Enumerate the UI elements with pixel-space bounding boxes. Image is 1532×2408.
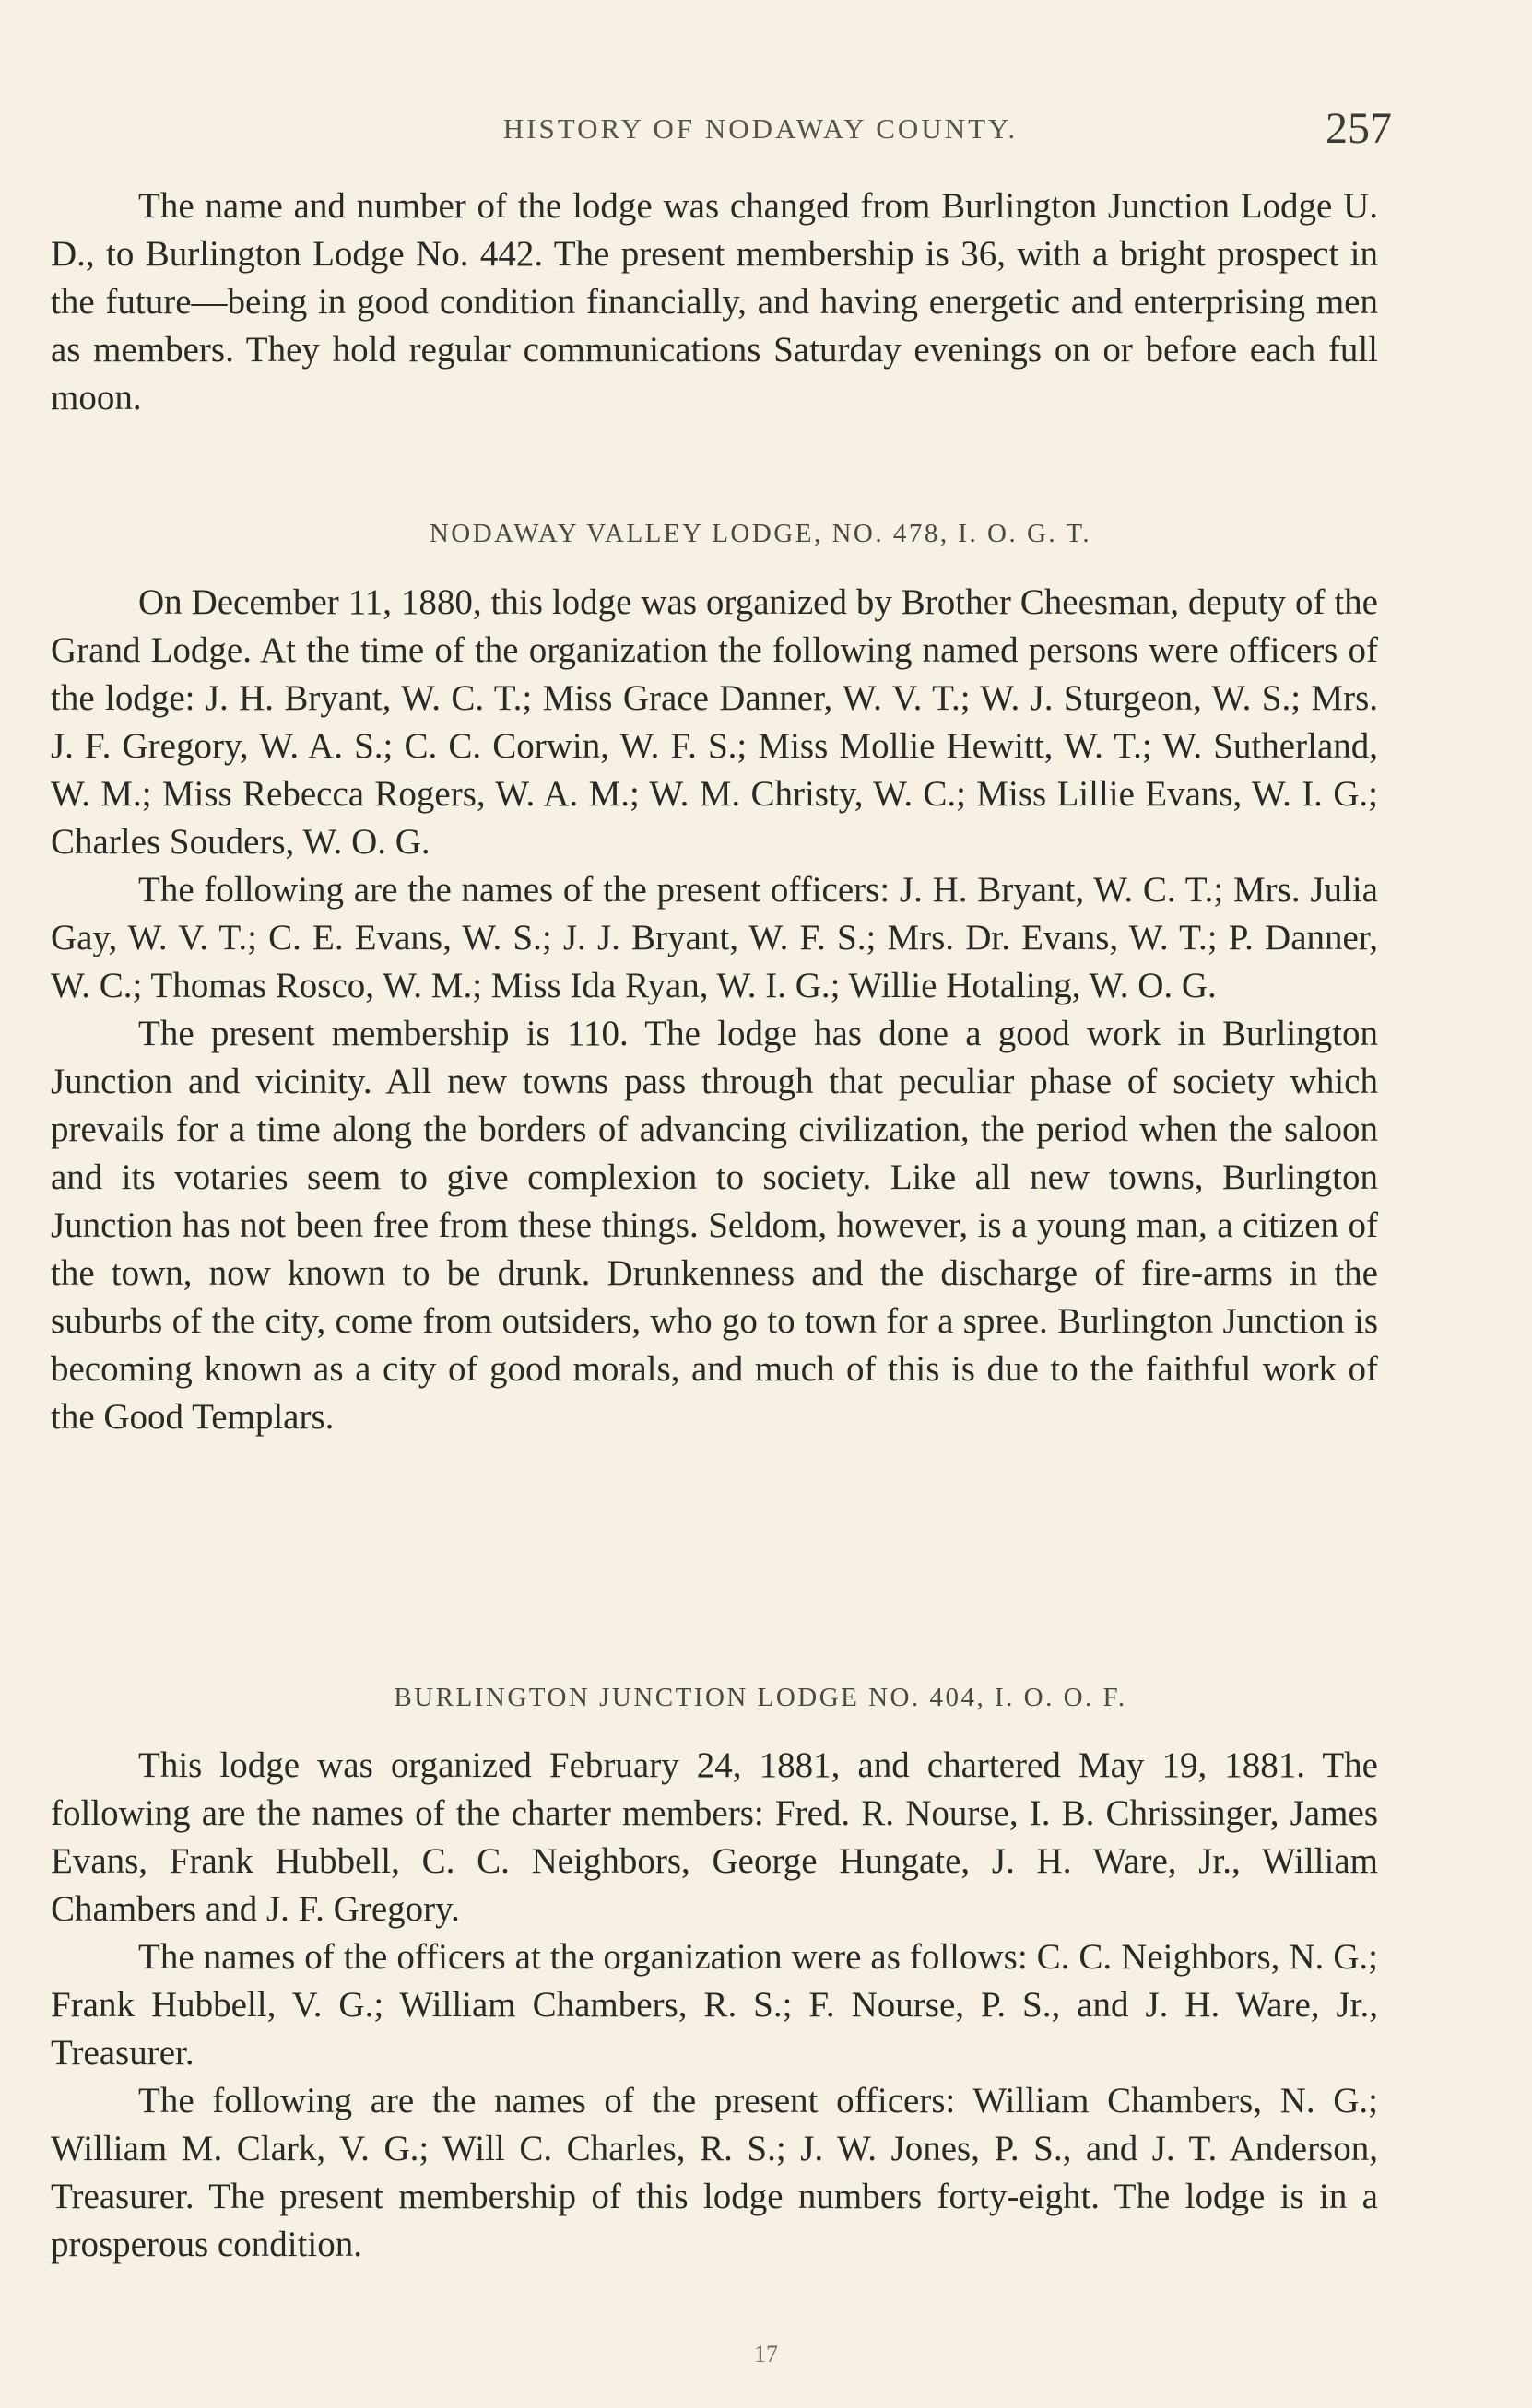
paragraph: The present membership is 110. The lodge has done a good work in Burlington Junction and vicinity. All new towns pass through that peculiar phase of society which prevails for a time along the borders of advancing civilization, the period when the saloon and its votaries seem to give complexion to society. Like all new towns, Burlington Junction has not been free from these things. Seldom, however, is a young man, a citizen of the town, now known to be drunk. Drunkenness and the discharge of fire-arms in the suburbs of the city, come from outsiders, who go to town for a spree. Burlington Junction is becoming known as a city of good morals, and much of this is due to the faithful work of the Good Templars. — [51, 1014, 1378, 1437]
paragraph: This lodge was organized February 24, 1881, and chartered May 19, 1881. The following are the names of the charter members: Fred. R. Nourse, I. B. Chrissinger, James Evans, Frank Hubbell, C. C. Neighbors, George Hungate, J. H. Ware, Jr., William Chambers and J. F. Gregory. — [51, 1745, 1378, 1929]
page-number: 257 — [1326, 104, 1392, 153]
paragraph: The names of the officers at the organization were as follows: C. C. Neighbors, N. G.; Frank Hubbell, V. G.; William Chambers, R. S.; F. Nourse, P. S., and J. H. Ware, Jr., Treasurer. — [51, 1937, 1378, 2073]
section-heading-nodaway-valley-lodge: NODAWAY VALLEY LODGE, NO. 478, I. O. G. T. — [429, 519, 1092, 548]
intro-text — [51, 182, 1378, 422]
burlington-junction-lodge-text — [51, 1742, 1378, 2269]
paragraph: The following are the names of the present officers: William Chambers, N. G.; William M. Clark, V. G.; Will C. Charles, R. S.; J. W. Jones, P. S., and J. T. Anderson, Treasurer. The present membership of this lodge numbers forty-eight. The lodge is in a prosperous condition. — [51, 2081, 1378, 2264]
paragraph: The following are the names of the present officers: J. H. Bryant, W. C. T.; Mrs. Julia Gay, W. V. T.; C. E. Evans, W. S.; J. J. Bryant, W. F. S.; Mrs. Dr. Evans, W. T.; P. Danner, W. C.; Thomas Rosco, W. M.; Miss Ida Ryan, W. I. G.; Willie Hotaling, W. O. G. — [51, 870, 1378, 1005]
signature-mark: 17 — [754, 2341, 778, 2367]
running-head — [129, 103, 1392, 159]
nodaway-valley-lodge-text — [51, 579, 1378, 1441]
paragraph: The name and number of the lodge was changed from Burlington Junction Lodge U. D., to Burlington Lodge No. 442. The present membership is 36, with a bright prospect in the future—being in good condition financially, and having energetic and enterprising men as members. They hold regular communications Saturday evenings on or before each full moon. — [51, 186, 1378, 417]
paragraph: On December 11, 1880, this lodge was organized by Brother Cheesman, deputy of the Grand Lodge. At the time of the organization the following named persons were officers of the lodge: J. H. Bryant, W. C. T.; Miss Grace Danner, W. V. T.; W. J. Sturgeon, W. S.; Mrs. J. F. Gregory, W. A. S.; C. C. Corwin, W. F. S.; Miss Mollie Hewitt, W. T.; W. Sutherland, W. M.; Miss Rebecca Rogers, W. A. M.; W. M. Christy, W. C.; Miss Lillie Evans, W. I. G.; Charles Souders, W. O. G. — [51, 582, 1378, 862]
running-title: HISTORY OF NODAWAY COUNTY. — [502, 112, 1019, 145]
section-heading-burlington-junction-lodge: BURLINGTON JUNCTION LODGE NO. 404, I. O. O. F. — [394, 1683, 1127, 1712]
